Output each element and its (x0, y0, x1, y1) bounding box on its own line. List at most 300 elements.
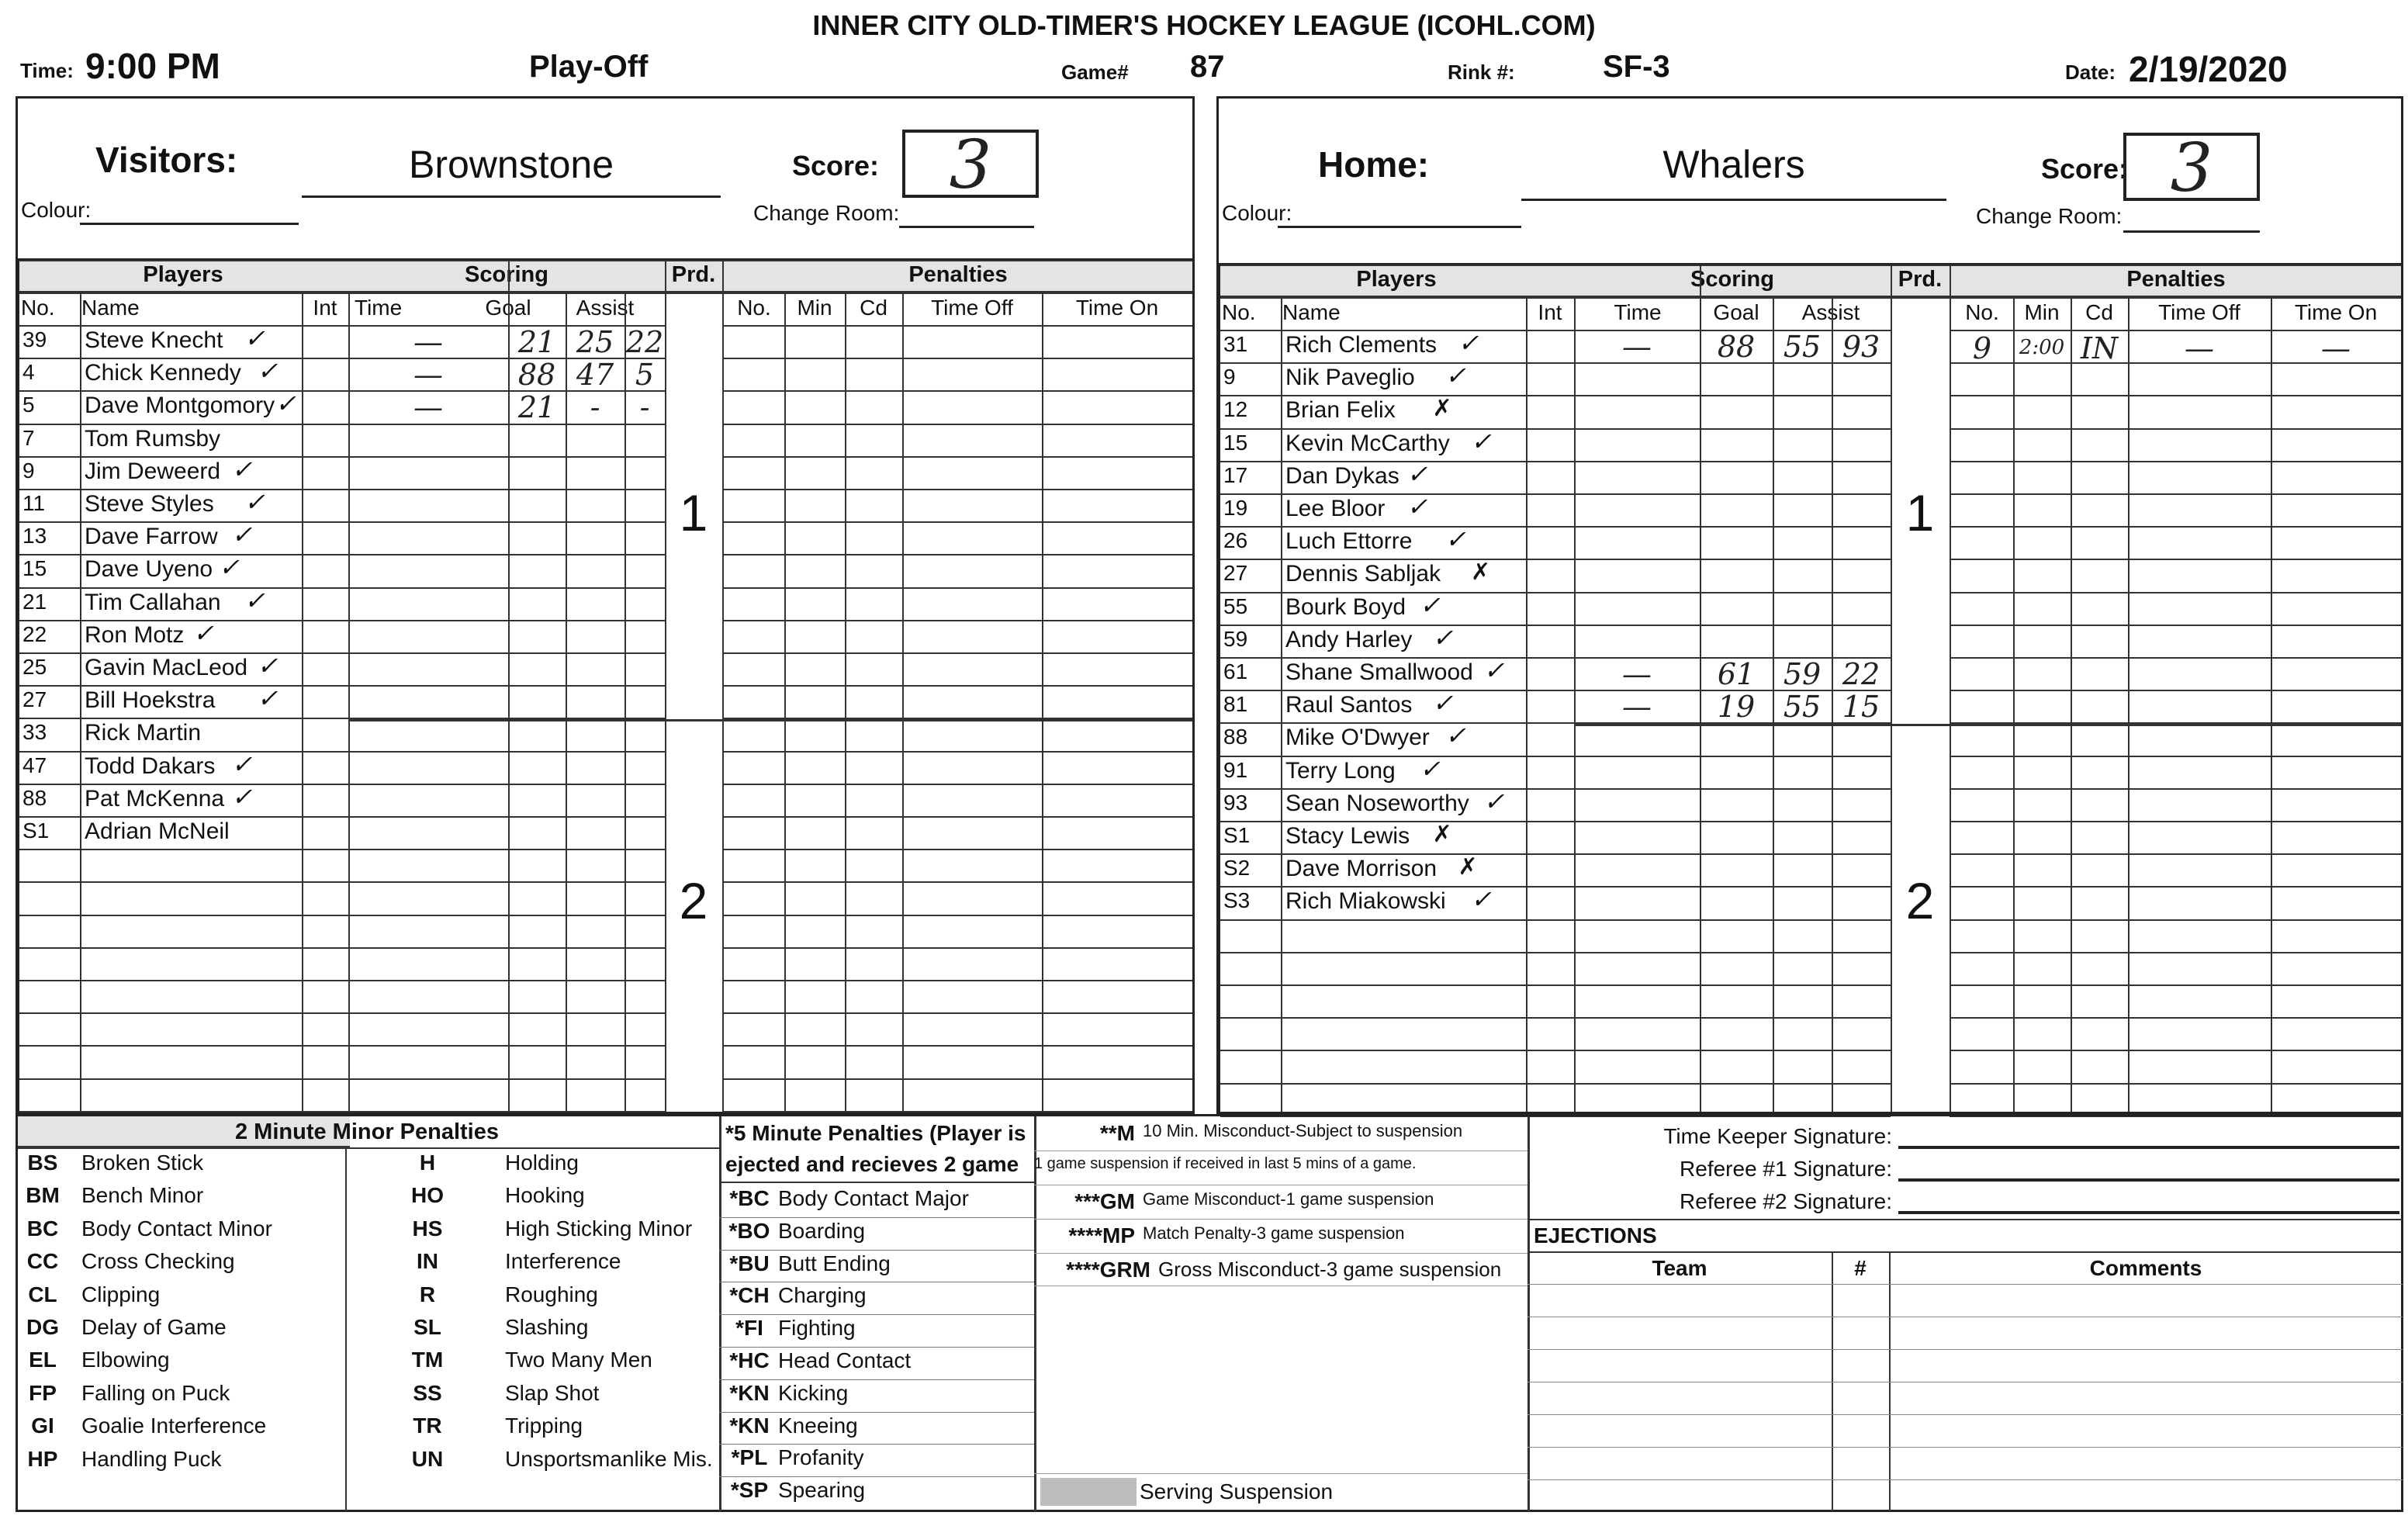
penalty-description: 1 game suspension if received in last 5 mins of a game. (1034, 1155, 1417, 1172)
ejections-top-rule (1527, 1219, 2403, 1220)
referee1-signature-line[interactable] (1898, 1178, 2399, 1182)
h-row-rule (1950, 493, 2401, 495)
checkmark-icon: ✓ (231, 781, 253, 811)
game-label: Game# (1061, 61, 1129, 84)
player-number: 81 (1223, 692, 1248, 717)
player-name: Rick Martin (85, 720, 202, 746)
v-row-rule (722, 652, 1192, 654)
h-row-rule (1950, 984, 2401, 986)
visitors-col-time-off: Time Off (931, 296, 1013, 320)
v-col-line (1042, 292, 1043, 1112)
penalty-code: SS (413, 1380, 442, 1405)
penalty-description: Charging (778, 1283, 867, 1308)
player-row (19, 521, 302, 554)
home-col-pen-no: No. (1965, 300, 1999, 324)
player-number: 27 (1223, 561, 1248, 586)
penalty-description: Kicking (778, 1380, 849, 1405)
penalty-description: Butt Ending (778, 1251, 891, 1275)
v-row-rule (722, 521, 1192, 523)
player-name: Rich Miakowski (1285, 888, 1446, 915)
goal-time: — (1622, 330, 1652, 364)
penalty-description: Slashing (505, 1315, 589, 1339)
ejections-row-rule (1527, 1414, 2403, 1415)
penalty-description: Hooking (505, 1183, 585, 1208)
penalty-description: 10 Min. Misconduct-Subject to suspension (1143, 1121, 1463, 1140)
legend-divider-1 (345, 1147, 347, 1512)
h-row-rule (1950, 428, 2401, 430)
major-title-rule (719, 1182, 1034, 1183)
player-row (19, 718, 302, 750)
v-row-rule (722, 456, 1192, 458)
penalty-code: **M (1099, 1121, 1135, 1145)
penalty-code: *KN (729, 1413, 770, 1438)
home-period-2: 2 (1905, 872, 1935, 929)
v-row-rule (722, 1012, 1192, 1014)
visitors-grid (18, 258, 1194, 1113)
player-name: Brian Felix (1285, 397, 1396, 424)
player-number: 7 (22, 425, 35, 450)
penalty-description: Game Misconduct-1 game suspension (1143, 1189, 1434, 1209)
penalty-code: *CH (729, 1283, 770, 1308)
player-name: Gavin MacLeod (85, 655, 248, 680)
visitors-score-label: Score: (792, 150, 880, 182)
player-name: Ron Motz (85, 621, 185, 648)
v-row-rule (19, 881, 665, 883)
player-number: 91 (1223, 757, 1248, 782)
checkmark-icon: ✓ (244, 585, 265, 615)
h-row-rule (1220, 919, 1891, 921)
penalty-code: *KN (729, 1380, 770, 1405)
home-col-time-off: Time Off (2158, 300, 2240, 324)
game-number: 87 (1190, 50, 1225, 84)
home-penalty-time-on: — (2321, 331, 2351, 365)
player-number: 55 (1223, 593, 1248, 618)
penalty-description: Unsportsmanlike Mis. (505, 1446, 713, 1471)
ejections-row-rule (1527, 1447, 2403, 1448)
player-name: Dave Morrison (1285, 856, 1438, 882)
penalty-description: Cross Checking (81, 1249, 235, 1274)
v-row-rule (722, 1045, 1192, 1047)
player-name: Tom Rumsby (85, 425, 221, 452)
goal-time: — (1622, 690, 1652, 724)
penalty-code: R (419, 1282, 436, 1306)
player-row (19, 652, 302, 685)
player-name: Nik Paveglio (1285, 365, 1415, 391)
first-assist: 47 (576, 358, 614, 392)
v-row-rule (19, 849, 665, 850)
player-number: 39 (22, 327, 47, 351)
h-row-rule (1220, 984, 1891, 986)
absent-mark-icon: ✗ (1432, 395, 1452, 423)
player-number: 12 (1223, 397, 1248, 422)
v-row-rule (722, 620, 1192, 621)
legend-divider-4 (1527, 1116, 1530, 1512)
home-players-title: Players (1356, 267, 1437, 292)
penalty-description: Slap Shot (505, 1380, 600, 1405)
visitors-col-min: Min (797, 296, 832, 320)
penalty-code: SL (413, 1315, 441, 1339)
goal-time: — (413, 358, 443, 392)
second-assist: 22 (1842, 657, 1880, 691)
penalty-code: HP (27, 1446, 58, 1471)
home-col-name: Name (1282, 300, 1341, 324)
rink-label: Rink #: (1448, 61, 1515, 84)
visitors-col-name: Name (81, 296, 140, 320)
checkmark-icon: ✓ (231, 454, 253, 484)
player-row (1220, 886, 1526, 919)
player-row (19, 554, 302, 587)
visitors-period-1: 1 (679, 484, 708, 542)
referee2-signature-label: Referee #2 Signature: (1680, 1189, 1892, 1213)
player-number: 26 (1223, 528, 1248, 553)
h-row-rule (1950, 788, 2401, 790)
first-assist: - (590, 390, 600, 424)
penalty-code: TR (413, 1414, 442, 1438)
h-row-rule (1220, 1050, 1891, 1051)
h-row-rule (1950, 1017, 2401, 1019)
penalty-code: TM (411, 1348, 444, 1372)
penalty-code: IN (417, 1249, 438, 1274)
ejections-title-rule (1527, 1251, 2403, 1253)
major-row-rule (719, 1476, 1034, 1477)
penalty-code: ****MP (1068, 1223, 1135, 1247)
home-col-time: Time (1614, 300, 1662, 324)
penalty-description: Body Contact Minor (81, 1216, 272, 1241)
h-col-line (2071, 297, 2072, 1112)
player-number: 15 (1223, 430, 1248, 455)
ejections-row-rule (1527, 1284, 2403, 1285)
major-row-rule (719, 1379, 1034, 1380)
v-row-rule (722, 325, 1192, 327)
v-row-rule (722, 881, 1192, 883)
rink-value: SF-3 (1603, 50, 1670, 84)
h-row-rule (1950, 625, 2401, 626)
visitors-penalties-title: Penalties (908, 262, 1008, 287)
checkmark-icon: ✓ (257, 356, 279, 386)
penalty-description: Broken Stick (81, 1151, 204, 1175)
player-name: Tim Callahan (85, 589, 221, 615)
home-col-assist: Assist (1801, 300, 1860, 324)
player-row (1220, 458, 1526, 493)
penalty-code: *HC (729, 1348, 770, 1372)
penalty-description: Elbowing (81, 1348, 170, 1372)
goal-scorer: 21 (517, 325, 556, 359)
v-col-line (302, 292, 303, 1112)
player-number: 22 (22, 621, 47, 646)
goal-scorer: 88 (1717, 330, 1756, 364)
visitors-colour-line (80, 223, 299, 225)
v-row-rule (722, 947, 1192, 949)
player-row (19, 781, 302, 816)
player-name: Dan Dykas (1285, 462, 1399, 489)
home-panel (1216, 96, 2403, 1114)
second-assist: 22 (625, 325, 664, 359)
v-col-line (784, 292, 786, 1112)
h-col-line (1526, 297, 1527, 1112)
penalty-code: *BC (729, 1186, 770, 1210)
h-header-rule (1220, 297, 2401, 299)
player-name: Pat McKenna (85, 785, 225, 811)
player-number: 61 (1223, 659, 1248, 683)
checkmark-icon: ✓ (1445, 361, 1466, 391)
h-row-rule (1950, 461, 2401, 462)
player-name: Steve Styles (85, 491, 214, 517)
checkmark-icon: ✓ (1432, 688, 1454, 718)
penalty-description: Holding (505, 1151, 579, 1175)
checkmark-icon: ✓ (257, 651, 279, 680)
penalty-description: Kneeing (778, 1413, 858, 1438)
penalty-code: FP (29, 1380, 57, 1405)
home-label: Home: (1318, 144, 1430, 185)
player-name: Shane Smallwood (1285, 659, 1473, 685)
home-colour-line (1278, 226, 1521, 228)
visitors-col-goal: Goal (485, 296, 531, 320)
h-col-line (2013, 297, 2015, 1112)
h-row-rule (1950, 886, 2401, 888)
player-row (19, 816, 302, 849)
player-row (1220, 853, 1526, 886)
legend-divider-3 (1034, 1116, 1036, 1512)
player-number: 47 (22, 753, 47, 777)
player-row (1220, 362, 1526, 395)
checkmark-icon: ✓ (244, 487, 265, 517)
player-number: 59 (1223, 626, 1248, 651)
checkmark-icon: ✓ (1471, 884, 1492, 915)
major-row-rule (719, 1250, 1034, 1251)
major-row-rule (719, 1412, 1034, 1413)
date-label: Date: (2065, 61, 2116, 84)
checkmark-icon: ✓ (231, 749, 253, 779)
player-number: 9 (22, 458, 35, 483)
checkmark-icon: ✓ (1420, 753, 1441, 784)
major-row-rule (719, 1314, 1034, 1315)
timekeeper-signature-line[interactable] (1898, 1146, 2399, 1149)
player-number: S2 (1223, 856, 1251, 881)
v-row-rule (722, 587, 1192, 589)
player-number: 93 (1223, 790, 1248, 815)
home-change-room-label: Change Room: (1976, 204, 2123, 228)
home-scoring-title: Scoring (1690, 267, 1774, 292)
visitors-col-int: Int (313, 296, 337, 320)
penalty-description: Head Contact (778, 1348, 912, 1372)
v-row-rule (722, 358, 1192, 359)
major-row-rule (719, 1347, 1034, 1348)
h-col-line (2128, 297, 2129, 1112)
penalty-description: Spearing (778, 1478, 866, 1503)
penalty-description: Body Contact Major (778, 1186, 969, 1210)
player-name: Dave Farrow (85, 524, 218, 550)
player-row (1220, 395, 1526, 427)
major-title-line-2: ejected and recieves 2 game (725, 1152, 1019, 1176)
visitors-score: 3 (902, 130, 1039, 198)
penalty-code: *BO (728, 1218, 770, 1243)
player-name: Lee Bloor (1285, 496, 1386, 521)
checkmark-icon: ✓ (1483, 786, 1505, 816)
checkmark-icon: ✓ (1420, 590, 1441, 620)
penalty-code: ****GRM (1066, 1258, 1150, 1282)
home-change-room-line (2123, 230, 2260, 233)
penalty-code: UN (411, 1446, 444, 1471)
absent-mark-icon: ✗ (1471, 559, 1491, 587)
first-assist: 55 (1783, 690, 1822, 724)
home-grid (1219, 263, 2403, 1113)
date-value: 2/19/2020 (2129, 49, 2288, 89)
player-row (1220, 622, 1526, 657)
first-assist: 55 (1783, 330, 1822, 364)
checkmark-icon: ✓ (1406, 458, 1428, 489)
checkmark-icon: ✓ (257, 683, 279, 714)
penalty-code: *PL (731, 1445, 768, 1470)
visitors-prd-title: Prd. (671, 262, 716, 287)
v-row-rule (722, 751, 1192, 753)
player-name: Terry Long (1285, 757, 1396, 784)
penalty-code: H (419, 1151, 436, 1175)
visitors-col-assist: Assist (576, 296, 635, 320)
h-col-line (1891, 265, 1892, 1112)
penalty-description: Fighting (778, 1316, 856, 1341)
visitors-col-time-on: Time On (1075, 296, 1159, 320)
player-name: Kevin McCarthy (1285, 430, 1450, 456)
player-number: 31 (1223, 332, 1248, 356)
penalty-description: Handling Puck (81, 1446, 222, 1471)
league-title: INNER CITY OLD-TIMER'S HOCKEY LEAGUE (ICOHL.COM) (812, 9, 1596, 41)
player-row (1220, 559, 1526, 591)
home-col-int: Int (1538, 300, 1562, 324)
penalty-description: Two Many Men (505, 1348, 652, 1372)
player-number: S3 (1223, 888, 1251, 913)
v-col-line (665, 260, 666, 1112)
visitors-colour-label: Colour: (21, 198, 92, 222)
h-row-rule (1950, 952, 2401, 953)
home-col-cd: Cd (2085, 300, 2113, 324)
v-row-rule (19, 1045, 665, 1047)
v-row-rule (722, 489, 1192, 490)
goal-scorer: 19 (1717, 690, 1756, 724)
checkmark-icon: ✓ (1483, 656, 1505, 685)
home-period-1: 1 (1905, 484, 1935, 542)
player-row (1220, 526, 1526, 559)
checkmark-icon: ✓ (1458, 328, 1479, 358)
ejections-row-rule (1527, 1349, 2403, 1350)
player-row (19, 456, 302, 489)
home-col-no: No. (1222, 300, 1256, 324)
h-row-rule (1950, 690, 2401, 691)
penalty-description: Boarding (778, 1218, 866, 1243)
v-row-rule (722, 816, 1192, 818)
ejections-col-comments: Comments (2089, 1256, 2202, 1280)
player-row (19, 751, 302, 784)
player-number: 33 (22, 720, 47, 745)
checkmark-icon: ✓ (1445, 524, 1466, 555)
goal-scorer: 21 (517, 390, 556, 424)
v-row-rule (722, 784, 1192, 785)
player-name: Adrian McNeil (85, 818, 230, 844)
h-row-rule (1220, 952, 1891, 953)
v-row-rule (19, 947, 665, 949)
visitors-team-name: Brownstone (302, 142, 721, 198)
ejections-title: EJECTIONS (1534, 1223, 1657, 1247)
player-name: Mike O'Dwyer (1285, 725, 1430, 751)
visitors-col-cd: Cd (860, 296, 887, 320)
ejections-row-rule (1527, 1479, 2403, 1480)
player-number: 11 (22, 491, 46, 515)
game-type: Play-Off (529, 50, 649, 84)
h-row-rule (1950, 657, 2401, 659)
penalty-code: *BU (729, 1251, 770, 1275)
player-number: 13 (22, 524, 47, 548)
player-number: 19 (1223, 496, 1248, 520)
v-period-divider (348, 719, 1192, 721)
penalty-description: Profanity (778, 1445, 864, 1470)
player-row (1220, 330, 1526, 362)
visitors-panel (16, 96, 1195, 1114)
v-row-rule (722, 1111, 1192, 1112)
penalty-code: CL (28, 1282, 57, 1306)
misconduct-row-rule (1034, 1219, 1527, 1220)
referee2-signature-line[interactable] (1898, 1211, 2399, 1214)
major-row-rule (719, 1444, 1034, 1445)
home-col-goal: Goal (1713, 300, 1759, 324)
visitors-label: Visitors: (95, 140, 238, 180)
serving-suspension-label: Serving Suspension (1140, 1479, 1334, 1504)
player-number: 9 (1223, 365, 1236, 389)
v-row-rule (19, 915, 665, 916)
player-row (19, 358, 302, 390)
visitors-col-no: No. (21, 296, 55, 320)
player-number: S1 (1223, 823, 1251, 847)
player-name: Stacy Lewis (1285, 823, 1410, 849)
home-prd-title: Prd. (1898, 267, 1943, 292)
timekeeper-signature-label: Time Keeper Signature: (1663, 1124, 1892, 1148)
ejections-col-team: Team (1652, 1256, 1707, 1280)
penalty-legend (16, 1114, 2403, 1512)
penalty-description: Gross Misconduct-3 game suspension (1158, 1258, 1502, 1281)
penalty-description: Interference (505, 1249, 621, 1274)
v-row-rule (19, 1111, 665, 1112)
penalty-description: Bench Minor (81, 1183, 204, 1208)
player-number: 88 (22, 785, 47, 810)
penalty-description: High Sticking Minor (505, 1216, 693, 1241)
v-row-rule (722, 390, 1192, 392)
time-label: Time: (20, 59, 74, 82)
major-title-line-1: *5 Minute Penalties (Player is (725, 1121, 1026, 1145)
penalty-code: GI (31, 1414, 54, 1438)
v-row-rule (722, 1078, 1192, 1080)
absent-mark-icon: ✗ (1458, 853, 1478, 881)
v-row-rule (722, 424, 1192, 425)
player-row (19, 685, 302, 718)
home-penalty-time-off: — (2185, 331, 2214, 365)
penalty-code: BC (26, 1216, 59, 1241)
home-penalties-title: Penalties (2126, 267, 2226, 292)
visitors-col-pen-no: No. (737, 296, 771, 320)
v-col-line (845, 292, 846, 1112)
player-name: Chick Kennedy (85, 360, 241, 386)
penalty-code: *FI (735, 1316, 763, 1341)
h-row-rule (1950, 821, 2401, 822)
visitors-period-2: 2 (679, 872, 708, 929)
h-col-line (2271, 297, 2272, 1112)
player-row (19, 620, 302, 652)
penalty-description: Delay of Game (81, 1315, 227, 1339)
h-row-rule (1950, 1050, 2401, 1051)
player-number: 21 (22, 589, 47, 614)
player-row (1220, 788, 1526, 821)
checkmark-icon: ✓ (193, 618, 214, 648)
home-score-label: Score: (2041, 153, 2129, 185)
penalty-code: CC (26, 1249, 59, 1274)
player-name: Bourk Boyd (1285, 593, 1406, 620)
